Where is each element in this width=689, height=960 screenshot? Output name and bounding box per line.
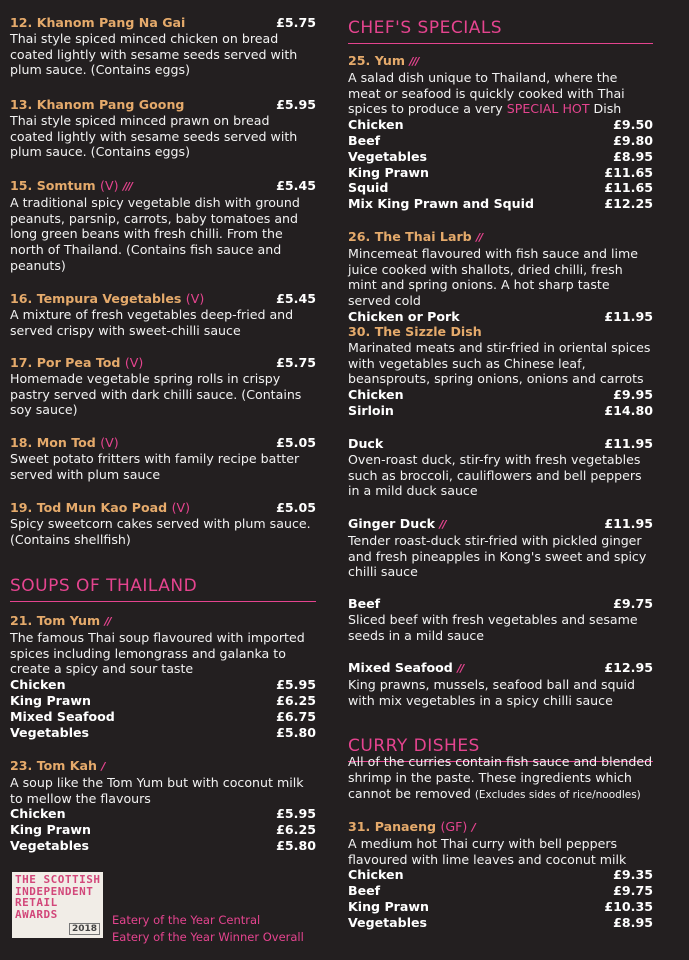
item-title: 18. Mon Tod bbox=[10, 435, 96, 450]
chili-icon: // bbox=[439, 518, 446, 531]
item-price: £5.05 bbox=[276, 500, 316, 515]
curry-note: All of the curries contain fish sauce and blended shrimp in the paste. These ingredients which cannot be removed (Excludes sides of rice/noodles) bbox=[348, 754, 653, 801]
vegetarian-tag: (V) bbox=[124, 355, 144, 370]
item-price: £5.75 bbox=[276, 15, 316, 30]
item-title: Ginger Duck bbox=[348, 516, 436, 531]
special-hot-label: SPECIAL HOT bbox=[506, 101, 590, 117]
menu-item bbox=[10, 355, 316, 418]
item-title: 21. Tom Yum bbox=[10, 613, 101, 628]
vegetarian-tag: (V) bbox=[100, 435, 119, 450]
menu-item bbox=[10, 15, 316, 78]
item-description: Sliced beef with fresh vegetables and sesame seeds in a mild sauce bbox=[348, 611, 638, 643]
vegetarian-tag: (V) bbox=[100, 178, 119, 193]
item-description: A soup like the Tom Yum but with coconut milk to mellow the flavours bbox=[10, 774, 304, 806]
menu-item bbox=[10, 97, 316, 160]
menu-item bbox=[10, 500, 316, 547]
chili-icon: / bbox=[101, 760, 105, 773]
menu-item bbox=[10, 613, 316, 740]
menu-item bbox=[348, 819, 653, 931]
item-description: Thai style spiced minced prawn on bread coated lightly with sesame seeds served with plum sauce. (Contains eggs) bbox=[10, 112, 298, 160]
item-title: 15. Somtum bbox=[10, 178, 96, 193]
item-description: A salad dish unique to Thailand, where the meat or seafood is quickly cooked with Thai spices to produce a very SPECIAL HOT Dish bbox=[348, 69, 625, 117]
option-row: Vegetables £5.80 bbox=[10, 837, 316, 853]
award-logo-text: THE SCOTTISH INDEPENDENT RETAIL AWARDS bbox=[15, 873, 101, 921]
option-row: Mixed Seafood £6.75 bbox=[10, 708, 316, 724]
option-row: Chicken or Pork £11.95 bbox=[348, 308, 653, 324]
item-description: Homemade vegetable spring rolls in crispy pastry served with dark chilli sauce. (Contains soy sauce) bbox=[10, 370, 302, 418]
chili-icon: // bbox=[104, 615, 111, 628]
item-title: 13. Khanom Pang Goong bbox=[10, 97, 185, 112]
option-row: Chicken £9.35 bbox=[348, 867, 653, 883]
item-price: £5.95 bbox=[276, 97, 316, 112]
option-row: King Prawn £11.65 bbox=[348, 164, 653, 180]
item-price: £5.45 bbox=[276, 178, 316, 193]
menu-item bbox=[348, 229, 653, 325]
option-row: King Prawn £6.25 bbox=[10, 692, 316, 708]
item-title: 23. Tom Kah bbox=[10, 758, 97, 773]
item-description: The famous Thai soup flavoured with imported spices including lemongrass and galanka to create a spicy and sour taste bbox=[10, 629, 305, 677]
chili-icon: // bbox=[457, 662, 464, 675]
item-price: £11.95 bbox=[604, 516, 653, 531]
chili-icon: /// bbox=[409, 55, 419, 68]
option-row: Beef £9.80 bbox=[348, 132, 653, 148]
item-title: 31. Panaeng bbox=[348, 819, 437, 834]
option-row: Sirloin £14.80 bbox=[348, 402, 653, 418]
item-price: £11.95 bbox=[604, 436, 653, 451]
chili-icon: /// bbox=[122, 180, 132, 193]
menu-item bbox=[348, 53, 653, 212]
award-logo bbox=[12, 872, 103, 938]
option-row: Vegetables £5.80 bbox=[10, 724, 316, 740]
item-description: Tender roast-duck stir-fried with pickled ginger and fresh pineapples in Kong's sweet and spicy chilli sauce bbox=[348, 532, 647, 580]
item-description: Mincemeat flavoured with fish sauce and lime juice cooked with shallots, dried chilli, fresh mint and spring onions. A hot sharp taste served cold bbox=[348, 245, 638, 309]
item-description: Sweet potato fritters with family recipe batter served with plum sauce bbox=[10, 450, 300, 482]
menu-item bbox=[348, 660, 653, 708]
curry-note-small: (Excludes sides of rice/noodles) bbox=[474, 788, 641, 801]
award-line: Eatery of the Year Central bbox=[112, 913, 261, 927]
item-description: Thai style spiced minced chicken on bread coated lightly with sesame seeds served with plum sauce. (Contains eggs) bbox=[10, 30, 298, 78]
item-description: King prawns, mussels, seafood ball and squid with mix vegetables in a spicy chilli sauce bbox=[348, 676, 635, 708]
item-price: £9.75 bbox=[613, 596, 653, 611]
item-price: £12.95 bbox=[604, 660, 653, 675]
option-row: Chicken £9.50 bbox=[348, 117, 653, 133]
item-title: 12. Khanom Pang Na Gai bbox=[10, 15, 186, 30]
item-description: Spicy sweetcorn cakes served with plum sauce. (Contains shellfish) bbox=[10, 515, 311, 547]
vegetarian-tag: (V) bbox=[185, 291, 205, 306]
item-title: Duck bbox=[348, 436, 384, 451]
item-description: A medium hot Thai curry with bell peppers flavoured with lime leaves and coconut milk bbox=[348, 835, 627, 867]
chili-icon: / bbox=[471, 821, 475, 834]
menu-item bbox=[348, 596, 653, 643]
option-row: Vegetables £8.95 bbox=[348, 148, 653, 164]
section-heading-soups: SOUPS OF THAILAND bbox=[10, 576, 316, 602]
award-line: Eatery of the Year Winner Overall bbox=[112, 930, 304, 944]
award-text bbox=[112, 912, 304, 946]
option-row: King Prawn £6.25 bbox=[10, 822, 316, 838]
item-price: £5.05 bbox=[276, 435, 316, 450]
gluten-free-tag: (GF) bbox=[440, 819, 468, 834]
chili-icon: // bbox=[476, 231, 483, 244]
item-description: Marinated meats and stir-fried in oriental spices with vegetables such as Chinese leaf, beansprouts, spring onions, onions and carrots bbox=[348, 339, 651, 387]
item-price: £5.75 bbox=[276, 355, 316, 370]
item-title: 19. Tod Mun Kao Poad bbox=[10, 500, 168, 515]
option-row: Beef £9.75 bbox=[348, 883, 653, 899]
option-row: Chicken £5.95 bbox=[10, 677, 316, 693]
item-title: 30. The Sizzle Dish bbox=[348, 324, 482, 339]
item-title: 16. Tempura Vegetables bbox=[10, 291, 182, 306]
vegetarian-tag: (V) bbox=[171, 500, 191, 515]
item-title: 26. The Thai Larb bbox=[348, 229, 472, 244]
option-row: Squid £11.65 bbox=[348, 180, 653, 196]
menu-item bbox=[348, 436, 653, 499]
item-title: Mixed Seafood bbox=[348, 660, 453, 675]
menu-item bbox=[10, 435, 316, 482]
menu-item bbox=[10, 758, 316, 854]
item-description: A mixture of fresh vegetables deep-fried and served crispy with sweet-chilli sauce bbox=[10, 306, 294, 338]
option-row: Vegetables £8.95 bbox=[348, 914, 653, 930]
item-price: £5.45 bbox=[276, 291, 316, 306]
option-row: Chicken £5.95 bbox=[10, 806, 316, 822]
award-year: 2018 bbox=[69, 923, 100, 935]
item-title: 17. Por Pea Tod bbox=[10, 355, 121, 370]
item-description: Oven-roast duck, stir-fry with fresh vegetables such as broccoli, cauliflowers and bell peppers in a mild duck sauce bbox=[348, 451, 642, 499]
section-heading-specials: CHEF'S SPECIALS bbox=[348, 18, 653, 44]
item-description: A traditional spicy vegetable dish with ground peanuts, parsnip, carrots, baby tomatoes and long green beans with fresh chilli. From the north of Thailand. (Contains fish sauce and peanuts) bbox=[10, 194, 300, 273]
option-row: Mix King Prawn and Squid £12.25 bbox=[348, 196, 653, 212]
item-title: Beef bbox=[348, 596, 381, 611]
item-title: 25. Yum bbox=[348, 53, 405, 68]
section-heading-curry: CURRY DISHES bbox=[348, 736, 653, 762]
option-row: Chicken £9.95 bbox=[348, 387, 653, 403]
menu-item bbox=[10, 291, 316, 338]
menu-item bbox=[10, 178, 316, 274]
option-row: King Prawn £10.35 bbox=[348, 898, 653, 914]
menu-item bbox=[348, 516, 653, 580]
menu-item bbox=[348, 324, 653, 419]
